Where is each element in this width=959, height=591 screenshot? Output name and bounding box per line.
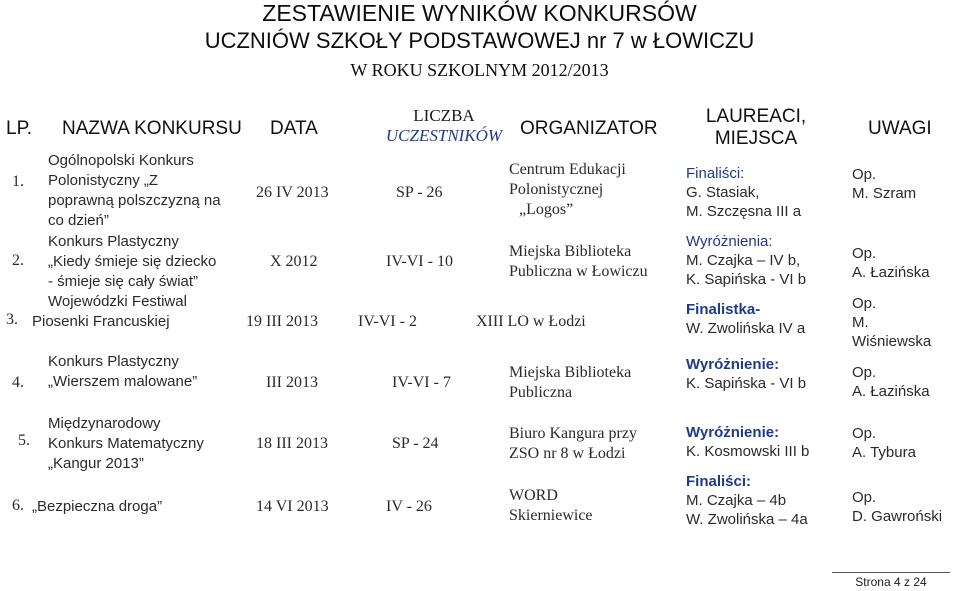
row-2-date: X 2012 bbox=[270, 253, 318, 270]
row-1-name: Ogólnopolski Konkurs Polonistyczny „Z poprawną polszczyzną na co dzień” bbox=[48, 152, 221, 229]
row-4-date: III 2013 bbox=[266, 374, 318, 391]
row-2-lp: 2. bbox=[12, 252, 24, 269]
row-1-date: 26 IV 2013 bbox=[256, 184, 329, 201]
row-4-count: IV-VI - 7 bbox=[392, 374, 451, 391]
header-laureates-1: LAUREACI, bbox=[705, 106, 807, 127]
row-5-name: Międzynarodowy Konkurs Matematyczny „Kangur 2013” bbox=[48, 415, 204, 472]
row-5-date: 18 III 2013 bbox=[256, 435, 328, 452]
row-6-organizer: WORD Skierniewice bbox=[509, 487, 593, 524]
row-5-count: SP - 24 bbox=[392, 435, 439, 452]
row-6-name: „Bezpieczna droga” bbox=[32, 498, 163, 515]
row-3-lp: 3. bbox=[6, 311, 18, 328]
row-5-organizer: Biuro Kangura przy ZSO nr 8 w Łodzi bbox=[509, 425, 637, 462]
row-4-lp: 4. bbox=[12, 374, 24, 391]
title-line-2: UCZNIÓW SZKOŁY PODSTAWOWEJ nr 7 w ŁOWICZU bbox=[204, 28, 755, 53]
row-3-laureates: Finalistka- W. Zwolińska IV a bbox=[686, 301, 806, 337]
row-4-name: Konkurs Plastyczny „Wierszem malowane” bbox=[48, 353, 198, 390]
row-3-notes: Op. M. Wiśniewska bbox=[852, 295, 932, 350]
row-1-notes: Op. M. Szram bbox=[852, 166, 917, 202]
header-count-2: UCZESTNIKÓW bbox=[385, 126, 503, 145]
row-4-organizer: Miejska Biblioteka Publiczna bbox=[509, 364, 632, 401]
row-3-name: Wojewódzki Festiwal Piosenki Francuskiej bbox=[32, 293, 187, 330]
row-5-lp: 5. bbox=[18, 432, 30, 449]
title-line-1: ZESTAWIENIE WYNIKÓW KONKURSÓW bbox=[262, 0, 697, 26]
row-3-date: 19 III 2013 bbox=[246, 313, 318, 330]
row-2-name: Konkurs Plastyczny „Kiedy śmieje się dziecko - śmieje się cały świat” bbox=[48, 233, 217, 290]
page-number: Strona 4 z 24 bbox=[832, 572, 950, 591]
header-name: NAZWA KONKURSU bbox=[62, 118, 242, 139]
header-count-1: LICZBA bbox=[413, 106, 475, 125]
row-2-notes: Op. A. Łazińska bbox=[852, 245, 930, 281]
header-notes: UWAGI bbox=[868, 118, 932, 139]
row-6-notes: Op. D. Gawroński bbox=[852, 489, 943, 525]
row-6-laureates: Finaliści: M. Czajka – 4b W. Zwolińska – 4a bbox=[686, 473, 808, 528]
row-6-count: IV - 26 bbox=[386, 498, 432, 515]
row-1-laureates: Finaliści: G. Stasiak, M. Szczęsna III a bbox=[686, 165, 802, 220]
row-5-notes: Op. A. Tybura bbox=[852, 425, 916, 461]
row-6-date: 14 VI 2013 bbox=[256, 498, 329, 515]
row-5-laureates: Wyróżnienie: K. Kosmowski III b bbox=[686, 424, 810, 460]
row-6-lp: 6. bbox=[12, 497, 24, 514]
header-date: DATA bbox=[270, 118, 318, 139]
row-2-count: IV-VI - 10 bbox=[386, 253, 453, 270]
row-2-laureates: Wyróżnienia: M. Czajka – IV b, K. Sapińska - VI b bbox=[686, 233, 807, 288]
row-1-lp: 1. bbox=[12, 173, 24, 190]
row-4-laureates: Wyróżnienie: K. Sapińska - VI b bbox=[686, 356, 807, 392]
row-3-organizer: XIII LO w Łodzi bbox=[476, 313, 586, 330]
row-2-organizer: Miejska Biblioteka Publiczna w Łowiczu bbox=[509, 243, 648, 280]
header-laureates-2: MIEJSCA bbox=[714, 128, 798, 149]
title-line-3: W ROKU SZKOLNYM 2012/2013 bbox=[350, 60, 609, 80]
row-1-count: SP - 26 bbox=[396, 184, 443, 201]
header-organizer: ORGANIZATOR bbox=[520, 118, 658, 139]
row-1-organizer: Centrum Edukacji Polonistycznej „Logos” bbox=[509, 161, 626, 218]
row-4-notes: Op. A. Łazińska bbox=[852, 364, 930, 400]
header-lp: LP. bbox=[6, 118, 33, 139]
row-3-count: IV-VI - 2 bbox=[358, 313, 417, 330]
